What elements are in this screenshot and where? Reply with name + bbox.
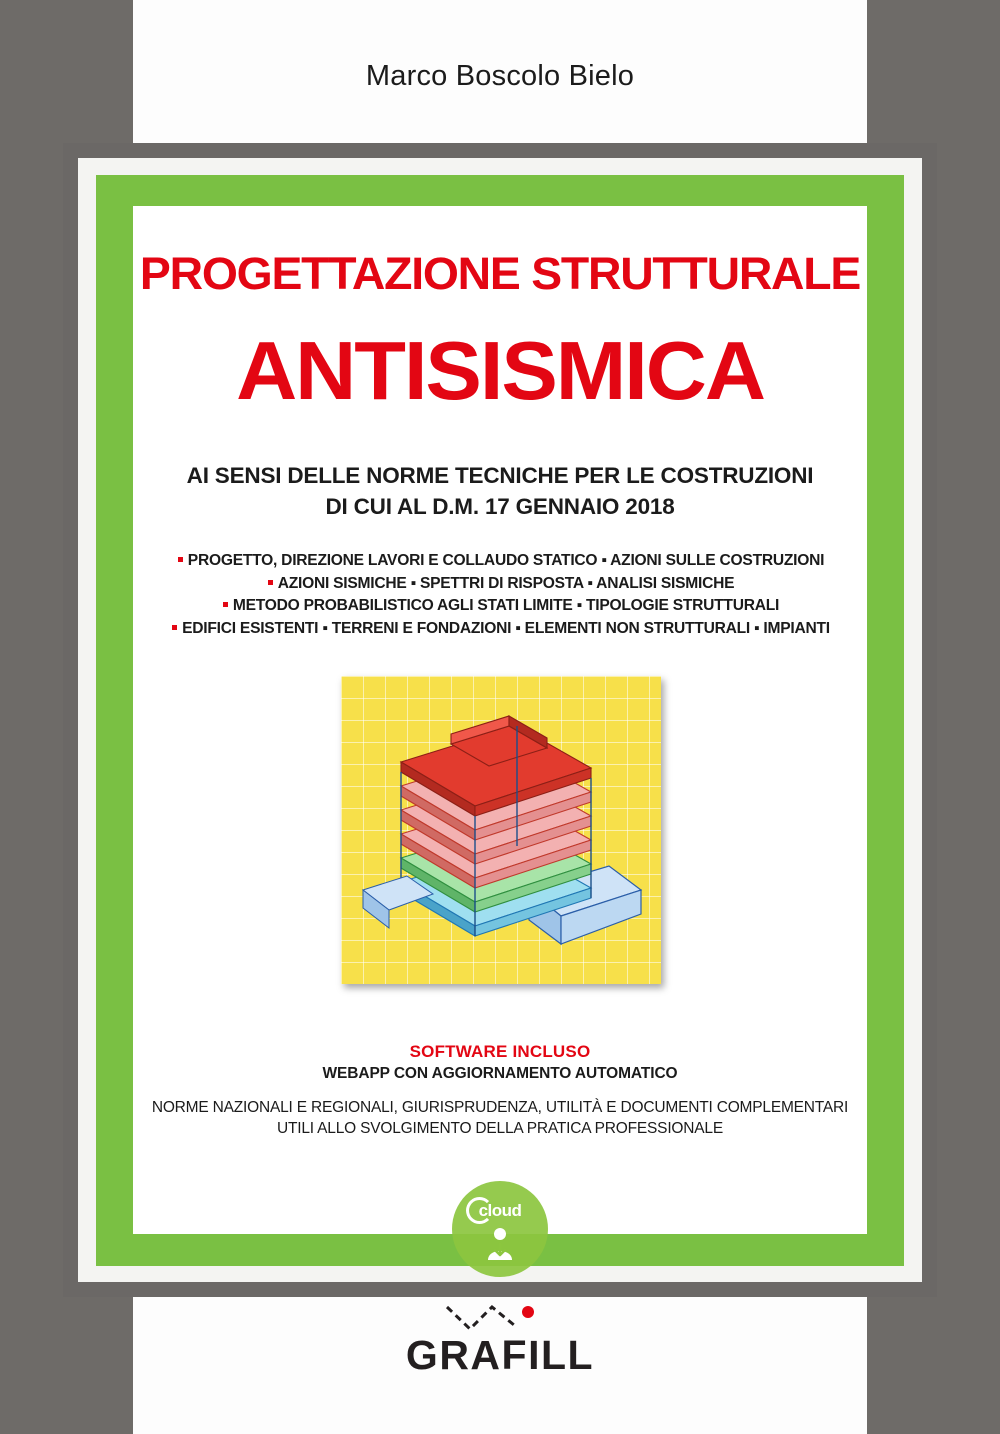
publisher-logo [0, 1332, 1000, 1379]
software-description-line2: UTILI ALLO SVOLGIMENTO DELLA PRATICA PROFESSIONALE [277, 1120, 723, 1137]
subtitle [160, 460, 840, 522]
bullet-square-icon [223, 602, 228, 607]
grafill-mark-icon [0, 1303, 1000, 1331]
topic-line-text: METODO PROBABILISTICO AGLI STATI LIMITE ▪ TIPOLOGIE STRUTTURALI [232, 597, 780, 614]
topic-line-text: AZIONI SISMICHE ▪ SPETTRI DI RISPOSTA ▪ ANALISI SISMICHE [277, 574, 735, 592]
topic-line [150, 595, 850, 618]
topic-line [150, 618, 850, 641]
bullet-square-icon [178, 557, 183, 562]
software-description-line1: NORME NAZIONALI E REGIONALI, GIURISPRUDENZA, UTILITÀ E DOCUMENTI COMPLEMENTARI [151, 1099, 849, 1116]
topic-line-text: EDIFICI ESISTENTI ▪ TERRENI E FONDAZIONI ▪ ELEMENTI NON STRUTTURALI ▪ IMPIANTI [182, 619, 830, 637]
topic-line [150, 573, 850, 596]
badge-label: cloud [478, 1201, 522, 1220]
author-name: Marco Boscolo Bielo [365, 60, 635, 92]
building-model-svg [341, 676, 661, 984]
person-download-icon [485, 1227, 515, 1261]
subtitle-line2: DI CUI AL D.M. 17 GENNAIO 2018 [325, 494, 675, 519]
topics-list [150, 550, 850, 640]
page-title-line1: PROGETTAZIONE STRUTTURALE [139, 248, 861, 299]
topic-line-text: PROGETTO, DIREZIONE LAVORI E COLLAUDO STATICO ▪ AZIONI SULLE COSTRUZIONI [187, 552, 825, 569]
bullet-square-icon [268, 580, 273, 585]
bullet-square-icon [172, 625, 177, 630]
topic-line [150, 550, 850, 573]
software-description [133, 1097, 867, 1139]
software-included-title: SOFTWARE INCLUSO [409, 1042, 591, 1061]
page-title-line2: ANTISISMICA [236, 324, 764, 417]
building-illustration [341, 676, 661, 984]
subtitle-line1: AI SENSI DELLE NORME TECNICHE PER LE COSTRUZIONI [186, 463, 814, 488]
software-subtitle: WEBAPP CON AGGIORNAMENTO AUTOMATICO [322, 1065, 678, 1082]
gcloud-badge [452, 1181, 548, 1277]
publisher-name: GRAFILL [405, 1332, 595, 1378]
